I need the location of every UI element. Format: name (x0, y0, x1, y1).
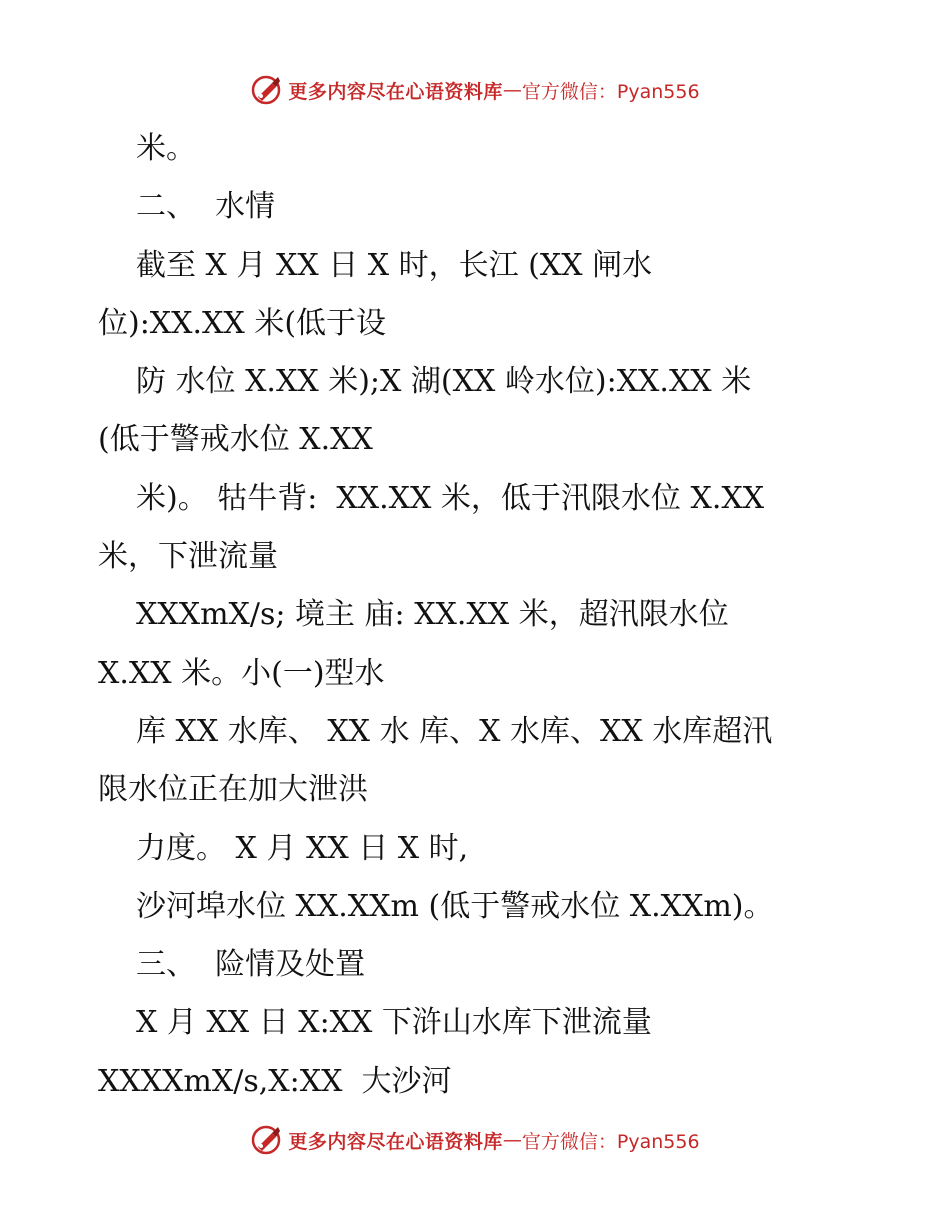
section-heading-danger: 三、 险情及处置 (136, 947, 366, 983)
watermark-text: 更多内容尽在心语资料库 (288, 80, 503, 103)
text-line: XXXmX/s; 境主 庙: XX.XX 米，超汛限水位 (136, 597, 729, 633)
text-line: 防 水位 X.XX 米);X 湖(XX 岭水位):XX.XX 米 (136, 364, 752, 400)
document-body (98, 120, 868, 1111)
watermark-separator: — (502, 1129, 522, 1151)
text-line: 截至 X 月 XX 日 X 时，长江 (XX 闸水 (136, 247, 653, 283)
header-watermark (0, 70, 950, 110)
watermark-contact: 官方微信：Pyan556 (521, 1130, 700, 1153)
pen-logo-icon (250, 1123, 284, 1157)
text-line: 米。 (136, 131, 196, 166)
watermark-text: 更多内容尽在心语资料库 (288, 1130, 503, 1153)
watermark-separator: — (502, 79, 522, 101)
footer-watermark (0, 1120, 950, 1160)
text-line: (低于警戒水位 X.XX (98, 422, 373, 458)
section-heading-water: 二、 水情 (136, 189, 276, 225)
text-line: 位):XX.XX 米(低于设 (98, 305, 387, 341)
pen-logo-icon (250, 73, 284, 107)
text-line: XXXXmX/s,X:XX 大沙河 (98, 1063, 452, 1099)
text-line: 沙河埠水位 XX.XXm (低于警戒水位 X.XXm)。 (136, 888, 774, 924)
watermark-contact: 官方微信：Pyan556 (521, 80, 700, 103)
text-line: 限水位正在加大泄洪 (98, 772, 368, 808)
text-line: X.XX 米。小(一)型水 (98, 655, 385, 691)
text-line: X 月 XX 日 X:XX 下浒山水库下泄流量 (136, 1005, 652, 1041)
text-line: 力度。 X 月 XX 日 X 时, (136, 830, 469, 866)
text-line: 库 XX 水库、 XX 水 库、X 水库、XX 水库超汛 (136, 713, 773, 749)
text-line: 米)。 牯牛背: XX.XX 米，低于汛限水位 X.XX (136, 480, 765, 516)
text-line: 米，下泄流量 (98, 539, 278, 575)
